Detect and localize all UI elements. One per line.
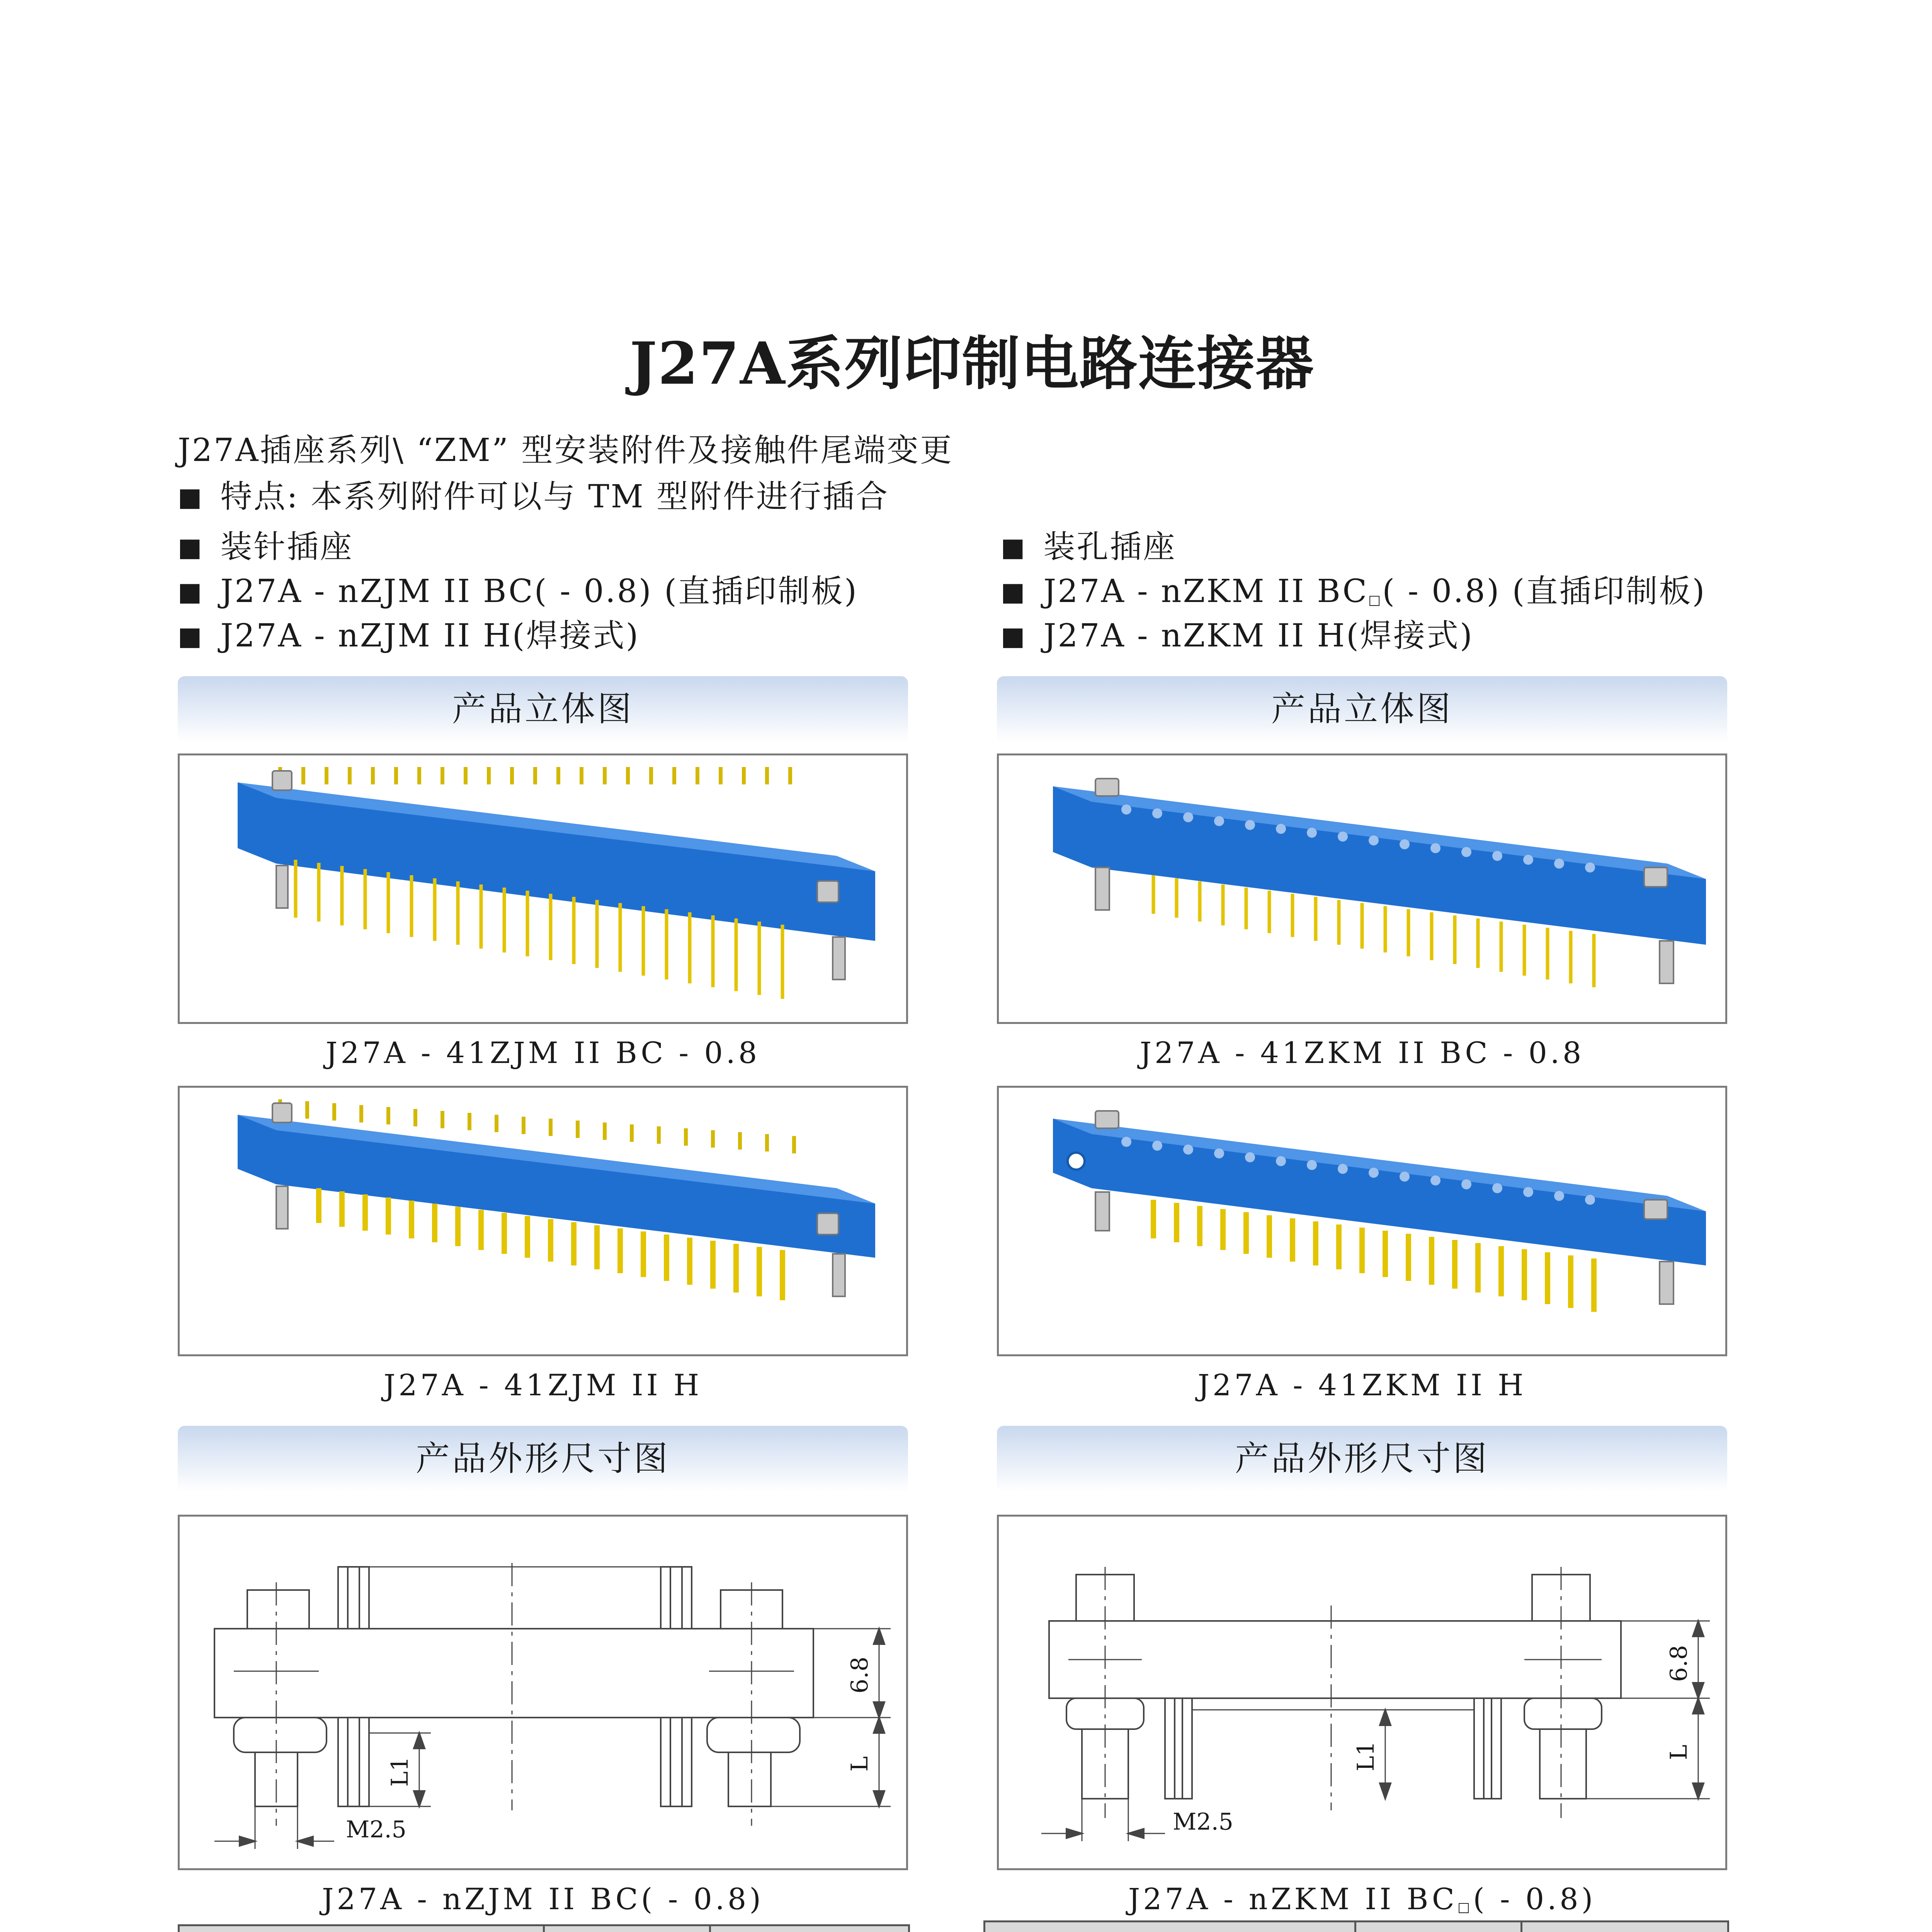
table-header [1522, 1922, 1728, 1932]
product-photo-socket-bc [997, 753, 1727, 1024]
dim-label: 6.8 [1665, 1645, 1692, 1682]
photo-caption: J27A - 41ZJM II BC - 0.8 [325, 1036, 760, 1070]
order-table-socket [983, 1920, 1729, 1932]
product-photo-pin-h [178, 1086, 908, 1356]
section-header-dimension: 产品外形尺寸图 [997, 1426, 1727, 1492]
dim-label: L1 [1352, 1741, 1379, 1772]
bullet-square-icon: ■ [178, 482, 204, 512]
table-header [710, 1925, 909, 1932]
left-list-heading: ■ 装针插座 [178, 529, 354, 565]
dim-label: 6.8 [846, 1656, 873, 1694]
section-header-solid-view: 产品立体图 [178, 676, 908, 742]
box-subscript: □ [1368, 592, 1383, 608]
bullet-square-icon: ■ [178, 532, 204, 562]
photo-caption: J27A - 41ZKM II BC - 0.8 [1139, 1036, 1585, 1070]
dim-label: L [1665, 1745, 1692, 1760]
dim-label: L [846, 1756, 873, 1772]
right-list-item: ■ J27A - nZKM II H(焊接式) [1001, 617, 1474, 654]
dim-label: M2.5 [1173, 1808, 1233, 1835]
feature-text: 特点: 本系列附件可以与 TM 型附件进行插合 [220, 478, 889, 515]
table-header [179, 1925, 544, 1932]
dim-label: M2.5 [346, 1816, 406, 1843]
bullet-square-icon: ■ [1001, 577, 1027, 607]
left-list-item: ■ J27A - nZJM II BC( - 0.8) (直插印制板) [178, 573, 858, 610]
right-list-item: ■ J27A - nZKM II BC□( - 0.8) (直插印制板) [1001, 573, 1706, 610]
connector-body [238, 782, 875, 941]
photo-caption: J27A - 41ZKM II H [1197, 1368, 1527, 1402]
section-header-dimension: 产品外形尺寸图 [178, 1426, 908, 1492]
page-title: J27A系列印制电路连接器 [629, 330, 1315, 398]
drawing-caption: J27A - nZKM II BC□( - 0.8) [1128, 1882, 1596, 1916]
left-list-item: ■ J27A - nZJM II H(焊接式) [178, 617, 640, 654]
right-list-heading: ■ 装孔插座 [1001, 529, 1177, 565]
order-table-pin [178, 1924, 910, 1932]
bullet-square-icon: ■ [1001, 532, 1027, 562]
dimension-drawing-pin-bc [178, 1515, 908, 1870]
dimension-drawing-socket-bc [997, 1515, 1727, 1870]
bullet-square-icon: ■ [178, 577, 204, 607]
section-header-solid-view: 产品立体图 [997, 676, 1727, 742]
table-header [1355, 1922, 1522, 1932]
photo-caption: J27A - 41ZJM II H [383, 1368, 702, 1402]
bullet-square-icon: ■ [1001, 621, 1027, 651]
table-header [544, 1925, 710, 1932]
bullet-square-icon: ■ [178, 621, 204, 651]
drawing-caption: J27A - nZJM II BC( - 0.8) [321, 1882, 764, 1916]
dim-label: L1 [386, 1756, 413, 1787]
feature-line [178, 471, 889, 517]
subtitle: J27A插座系列\ “ZM” 型安装附件及接触件尾端变更 [178, 432, 953, 469]
product-photo-pin-bc [178, 753, 908, 1024]
pins-top [280, 767, 790, 784]
product-photo-socket-h [997, 1086, 1727, 1356]
table-header [985, 1922, 1355, 1932]
